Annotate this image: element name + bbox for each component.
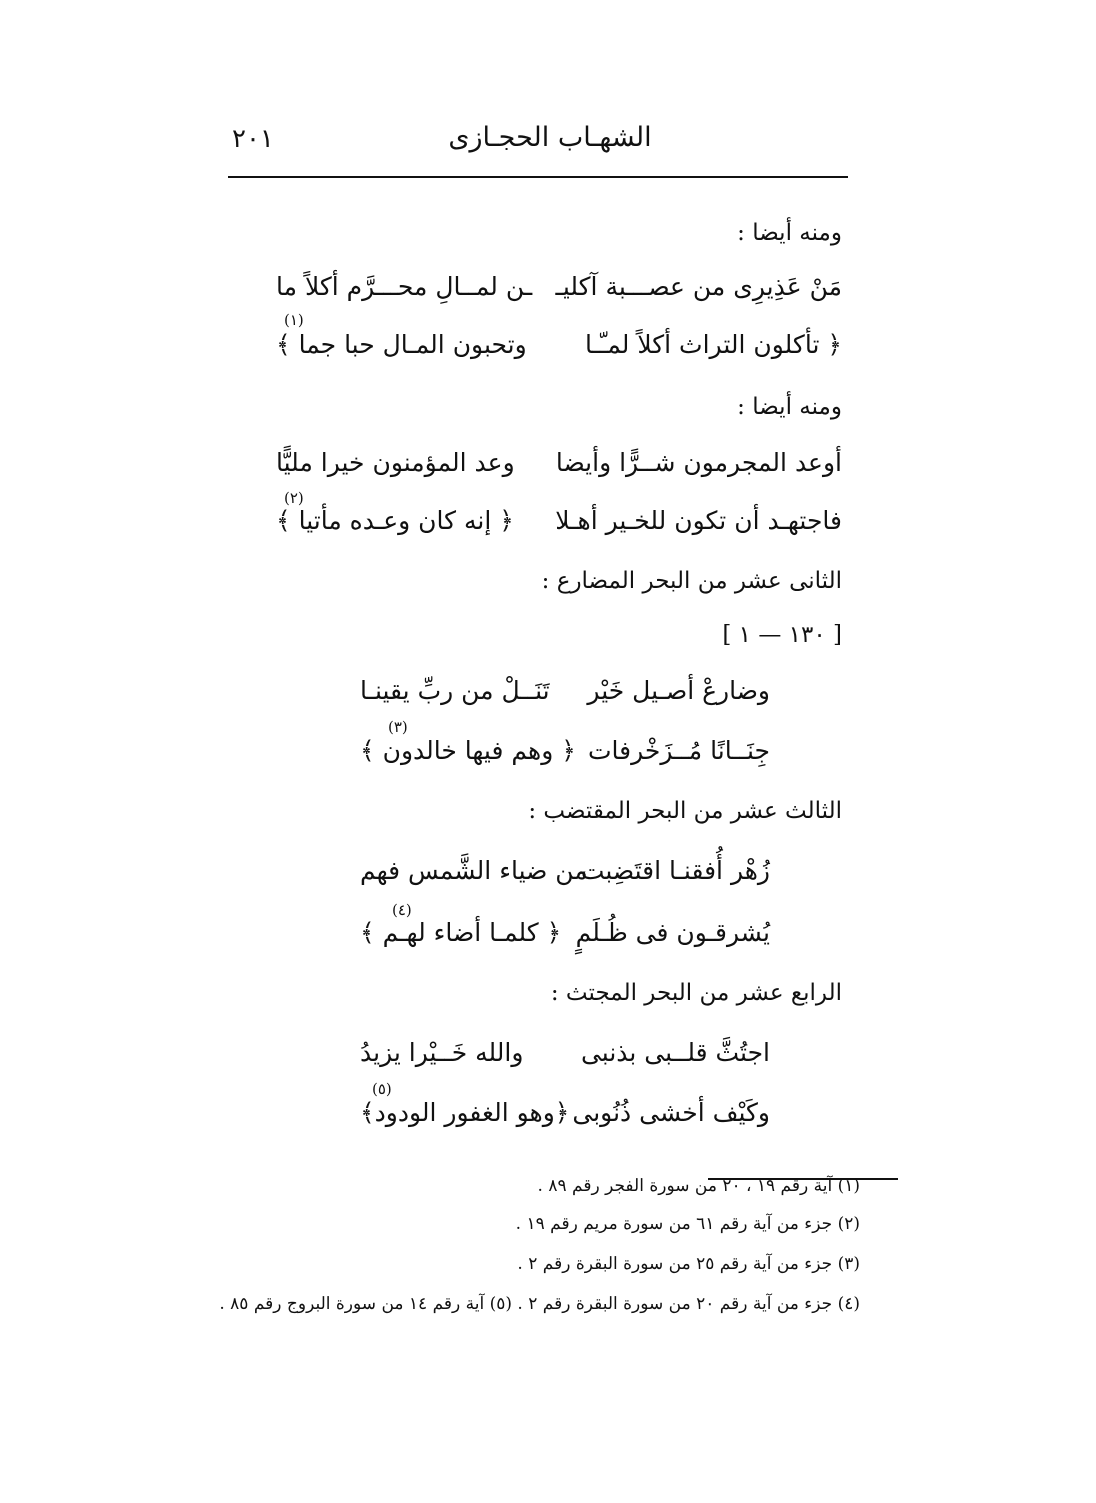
footnote-marker: (٤) (392, 901, 412, 919)
verse-second-hemistich: تَنَــلْ من ربِّ يقينـا (360, 676, 550, 705)
verse-line (360, 676, 770, 720)
verse-first-hemistich: وكَيْف أخشى ذُنُوبى (572, 1098, 770, 1127)
verse-line (276, 272, 842, 316)
verse-second-hemistich: من ضياء الشَّمس فهم (360, 856, 588, 885)
section-heading: الثانى عشر من البحر المضارع : (541, 568, 842, 594)
verse-second-hemistich: ﴿وهو الغفور الودود﴾ (360, 1098, 570, 1127)
section-heading: الرابع عشر من البحر المجتث : (550, 980, 842, 1006)
verse-first-hemistich: ﴿ تأكلون التراث أكلاً لمـّـا (585, 330, 842, 359)
verse-first-hemistich: مَنْ عَذِيرِى من عصـــبة آكليـ (555, 272, 842, 301)
verse-second-hemistich: وعد المؤمنون خيرا مليًّا (276, 448, 515, 477)
verse-first-hemistich: جِنَــانًا مُــزَخْرفات (588, 736, 770, 765)
verse-line (360, 856, 770, 900)
verse-first-hemistich: فاجتهـد أن تكون للخـير أهـلا (555, 506, 842, 535)
verse-line (360, 918, 770, 962)
page-number: ٢٠١ (232, 124, 274, 154)
footnote: (١) آية رقم ١٩ ، ٢٠ من سورة الفجر رقم ٨٩ . (537, 1176, 860, 1196)
footnote: (٣) جزء من آية رقم ٢٥ من سورة البقرة رقم ٢ . (517, 1254, 860, 1274)
section-heading: ومنه أيضا : (737, 394, 842, 420)
verse-second-hemistich: ﴿ إنه كان وعـده مأتيا ﴾ (276, 506, 514, 535)
section-heading: الثالث عشر من البحر المقتضب : (528, 798, 842, 824)
verse-second-hemistich: وتحبون المـال حبا جما ﴾ (276, 330, 527, 359)
verse-line (276, 506, 842, 550)
section-heading: ومنه أيضا : (737, 220, 842, 246)
verse-second-hemistich: والله خَــيْرا يزيدُ (360, 1038, 524, 1067)
running-header-title: الشهـاب الحجـازى (448, 122, 652, 153)
verse-line (360, 736, 770, 780)
verse-line (276, 448, 842, 492)
verse-first-hemistich: زُهْر أُفقنـا اقتَضِبت (580, 856, 770, 885)
footnote-marker: (١) (284, 311, 304, 329)
meter-reference: [ ١٣٠ — ١ ] (722, 622, 842, 648)
verse-first-hemistich: أوعد المجرمون شــرًّا وأيضا (555, 448, 842, 477)
footnote-marker: (٢) (284, 489, 304, 507)
footnote-marker: (٣) (388, 718, 408, 736)
footnote: (٤) جزء من آية رقم ٢٠ من سورة البقرة رقم ٢ . (٥) آية رقم ١٤ من سورة البروج رقم ٨٥ . (219, 1294, 860, 1314)
verse-first-hemistich: يُشرقـون فى ظُـلَمٍ (575, 918, 770, 947)
header-rule (228, 176, 848, 178)
footnote: (٢) جزء من آية رقم ٦١ من سورة مريم رقم ١٩ . (515, 1214, 860, 1234)
verse-first-hemistich: اجتُثَّ قلــبى بذنبى (580, 1038, 770, 1067)
verse-line (276, 330, 842, 374)
verse-second-hemistich: ـن لمــالِ محـــرَّم أكلاً ما (276, 272, 533, 301)
verse-line (360, 1098, 770, 1142)
verse-line (360, 1038, 770, 1082)
verse-first-hemistich: وضارعْ أصـيل خَيْر (587, 676, 770, 705)
footnote-marker: (٥) (372, 1080, 392, 1098)
verse-second-hemistich: ﴿ وهم فيها خالدون ﴾ (360, 736, 576, 765)
verse-second-hemistich: ﴿ كلمـا أضاء لهـم ﴾ (360, 918, 562, 947)
